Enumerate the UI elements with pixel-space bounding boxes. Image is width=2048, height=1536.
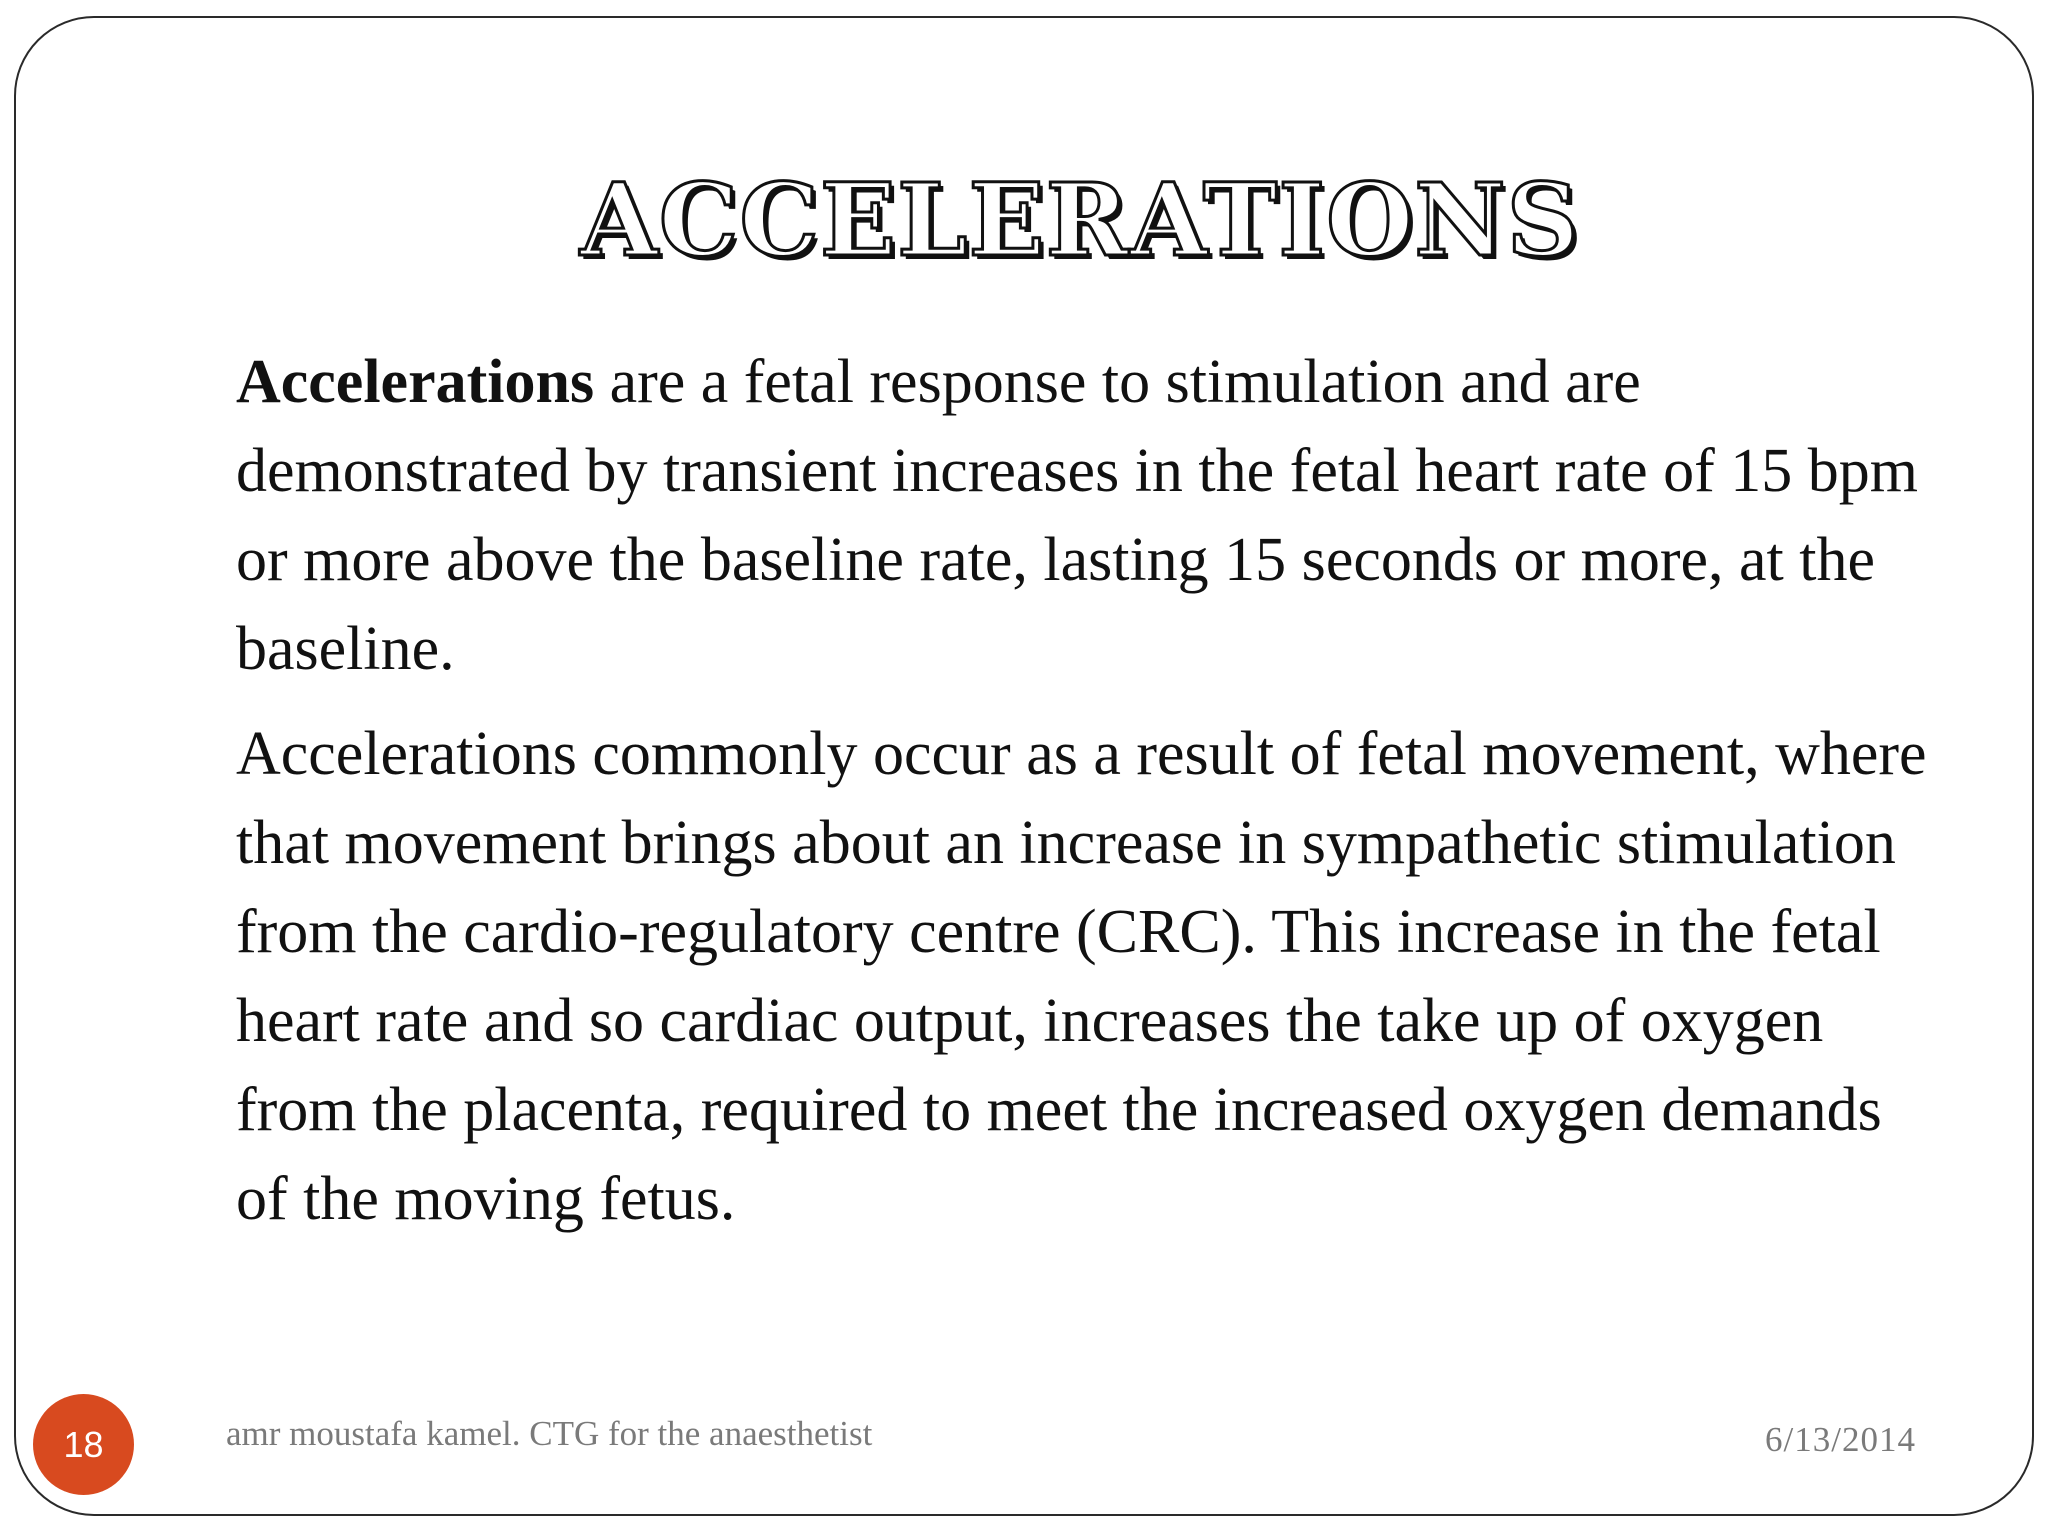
paragraph-1 xyxy=(236,338,1936,694)
footer-text: amr moustafa kamel. CTG for the anaesthetist xyxy=(226,1414,873,1453)
slide-body xyxy=(236,338,1936,1260)
slide-number-badge: 18 xyxy=(33,1394,134,1495)
paragraph-2 xyxy=(236,710,1936,1244)
paragraph-2-text: Accelerations commonly occur as a result of fetal movement, where that movement brings about an increase in sympathetic stimulation from the cardio-regulatory centre (CRC). This increase in the fetal heart rate and so cardiac output, increases the take up of oxygen from the placenta, required to meet the increased oxygen demands of the moving fetus. xyxy=(236,720,1927,1233)
paragraph-1-bold-lead: Accelerations xyxy=(236,348,595,416)
footer-date: 6/13/2014 xyxy=(1765,1420,1916,1459)
paragraph-1-text: are a fetal response to stimulation and are demonstrated by transient increases in the fetal heart rate of 15 bpm or more above the baseline rate, lasting 15 seconds or more, at the baseline. xyxy=(236,348,1918,683)
slide-title: ACCELERATIONS xyxy=(580,161,1580,279)
